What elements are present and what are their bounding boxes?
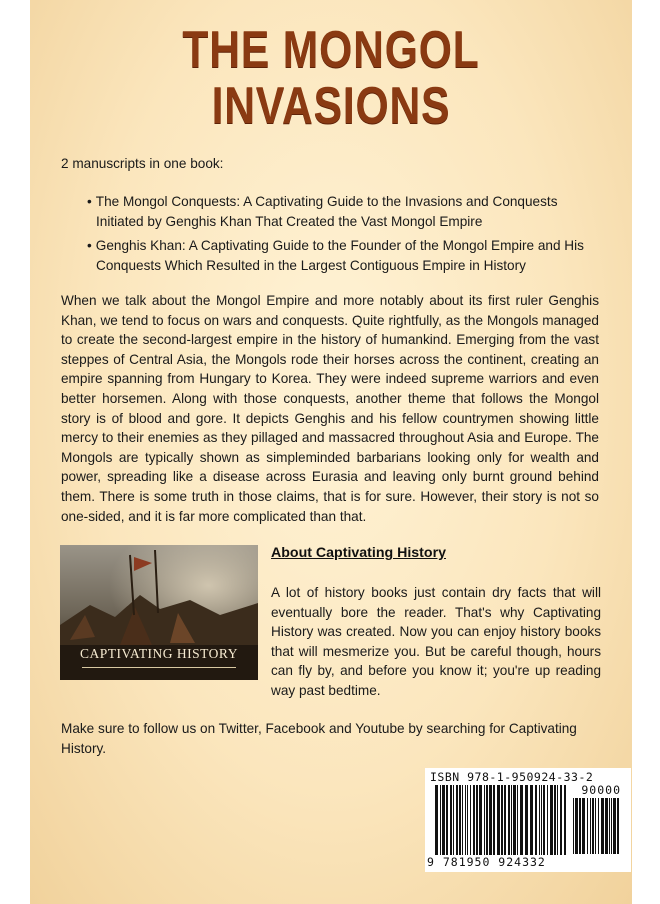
barcode-bar	[473, 785, 475, 855]
barcode-bar	[511, 785, 512, 855]
isbn-number: ISBN 978-1-950924-33-2	[430, 770, 594, 784]
barcode-bar	[476, 785, 478, 855]
barcode-bar	[459, 785, 461, 855]
price-code: 90000	[581, 783, 621, 797]
barcode-bar	[582, 798, 585, 854]
barcode-bar	[598, 798, 599, 854]
barcode-bar	[601, 798, 604, 854]
barcode-bar	[465, 785, 466, 855]
barcode-bar	[450, 785, 452, 855]
barcode-bar	[560, 785, 562, 855]
barcode-bar	[575, 798, 578, 854]
barcode-bar	[517, 785, 518, 855]
barcode-bar	[605, 798, 608, 854]
barcode-bar	[513, 785, 516, 855]
barcode-bar	[489, 785, 492, 855]
manuscripts-intro: 2 manuscripts in one book:	[61, 156, 224, 171]
barcode-bar	[595, 798, 596, 854]
book-title-line-1: THE MONGOL	[182, 21, 480, 79]
barcode-bar	[611, 798, 612, 854]
barcode-bar	[592, 798, 594, 854]
barcode-bars	[435, 785, 567, 855]
ean-number: 9 781950 924332	[427, 855, 546, 869]
barcode-bar	[530, 785, 533, 855]
barcode-bar	[497, 785, 500, 855]
barcode-bar	[613, 798, 616, 854]
barcode-bar	[609, 798, 610, 854]
barcode-bar	[579, 798, 581, 854]
barcode-bar	[617, 798, 619, 854]
barcode-bar	[453, 785, 454, 855]
barcode-bar	[456, 785, 458, 855]
barcode-bar	[435, 785, 438, 855]
about-text: A lot of history books just contain dry facts that will eventually bore the reader. That's why Captivating History was created. Now you can enjoy history books that will mesmerize you. But be careful though, hours can fly by, and before you know it; you're up reading way past bedtime.	[271, 585, 601, 698]
addon-barcode-bars	[573, 798, 623, 854]
barcode-bar	[550, 785, 553, 855]
barcode-bar	[504, 785, 506, 855]
barcode-bar	[547, 785, 548, 855]
barcode-bar	[440, 785, 441, 855]
publisher-logo-caption: CAPTIVATING HISTORY	[80, 646, 238, 661]
barcode-bar	[467, 785, 468, 855]
isbn-barcode	[425, 768, 631, 872]
barcode-bar	[525, 785, 528, 855]
barcode-bar	[535, 785, 537, 855]
barcode-bar	[557, 785, 558, 855]
barcode-bar	[493, 785, 495, 855]
barcode-bar	[539, 785, 540, 855]
barcode-bar	[484, 785, 485, 855]
barcode-bar	[501, 785, 503, 855]
manuscript-item: • The Mongol Conquests: A Captivating Guide to the Invasions and Conquests Initiated by Genghis Khan That Created the Vast Mongol Empire	[87, 192, 607, 231]
barcode-bar	[590, 798, 591, 854]
barcode-bar	[470, 785, 471, 855]
book-title-line-2: INVASIONS	[211, 77, 451, 135]
barcode-bar	[541, 785, 542, 855]
caption-divider	[82, 667, 236, 668]
barcode-bar	[520, 785, 523, 855]
barcode-bar	[564, 785, 566, 855]
barcode-bar	[573, 798, 574, 854]
manuscript-item: • Genghis Khan: A Captivating Guide to the Founder of the Mongol Empire and His Conquests Which Resulted in the Largest Contiguous Empire in History	[87, 236, 607, 275]
publisher-illustration	[60, 545, 258, 680]
barcode-bar	[442, 785, 445, 855]
barcode-bar	[554, 785, 556, 855]
barcode-bar	[543, 785, 545, 855]
book-description: When we talk about the Mongol Empire and more notably about its first ruler Genghis Khan, we tend to focus on wars and conquests. Quite rightfully, as the Mongols managed to create the second-largest empire in the history of humankind. Emerging from the vast steppes of Central Asia, the Mongols rode their horses across the continent, creating an empire spanning from Hungary to Korea. They were indeed supreme warriors and even better horsemen. Along with those conquests, another theme that follows the Mongol story is of blood and gore. It depicts Genghis and his fellow countrymen showing little mercy to their enemies as they pillaged and massacred throughout Asia and Europe. The Mongols are typically shown as simpleminded barbarians looking only for wealth and power, spreading like a disease across Eurasia and leaving only burnt ground behind them. There is some truth in those claims, that is for sure. However, their story is not so one-sided, and it is far more complicated than that.	[61, 293, 599, 524]
barcode-bar	[486, 785, 488, 855]
book-back-cover	[30, 0, 632, 904]
barcode-bar	[446, 785, 448, 855]
barcode-bar	[587, 798, 588, 854]
barcode-bar	[462, 785, 463, 855]
barcode-bar	[479, 785, 482, 855]
manuscript-list	[87, 192, 607, 280]
follow-text: Make sure to follow us on Twitter, Facebook and Youtube by searching for Captivating History.	[61, 721, 577, 756]
about-heading: About Captivating History	[271, 545, 446, 561]
barcode-bar	[508, 785, 510, 855]
